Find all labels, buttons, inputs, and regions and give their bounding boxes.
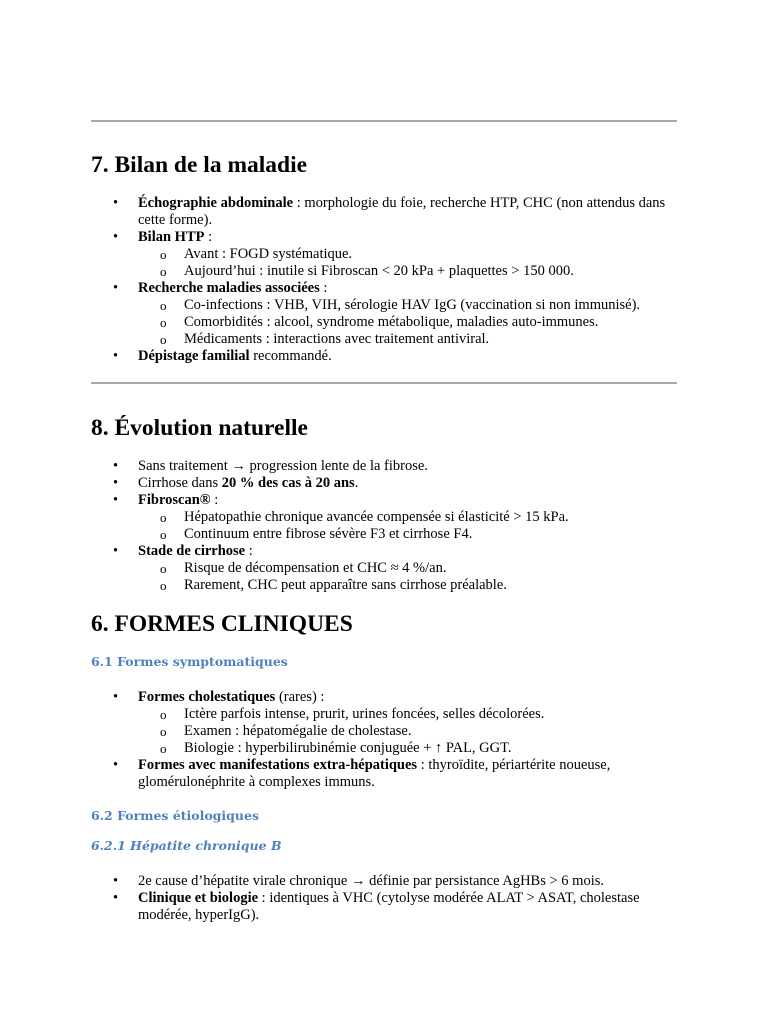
section-7-list [91, 195, 677, 365]
sublist [138, 560, 677, 594]
section-divider [91, 120, 677, 122]
list-item [91, 492, 677, 543]
section-7-heading: 7. Bilan de la maladie [91, 152, 308, 178]
item-text: : [245, 543, 253, 559]
list-item: • 2e cause d’hépatite virale chronique → définie par persistance AgHBs > 6 mois. [91, 873, 677, 890]
section-6-heading: 6. FORMES CLINIQUES [91, 611, 353, 637]
item-bold-label: Formes cholestatiques [138, 689, 276, 705]
sublist-item: o Examen : hépatomégalie de cholestase. [138, 723, 677, 740]
item-text: : identiques à VHC (cytolyse modérée ALAT > ASAT, cholestase modérée, hyperIgG). [138, 890, 640, 923]
item-text: : thyroïdite, périartérite noueuse, glomérulonéphrite à complexes immuns. [138, 757, 611, 790]
section-6-2-1-list [91, 873, 677, 924]
item-text: : [210, 492, 219, 508]
item-bold-label: Clinique et biologie [138, 890, 259, 906]
list-item [91, 475, 677, 492]
list-item [91, 689, 677, 757]
sublist-item: o Continuum entre fibrose sévère F3 et cirrhose F4. [138, 526, 677, 543]
sublist-item: o Hépatopathie chronique avancée compensée si élasticité > 15 kPa. [138, 509, 677, 526]
item-bold-label: Recherche maladies associées [138, 280, 320, 296]
sublist-item: o Avant : FOGD systématique. [138, 246, 677, 263]
item-text: Cirrhose dans [138, 475, 222, 491]
item-bold-label: Fibroscan® [138, 492, 211, 508]
sublist-item: o Co-infections : VHB, VIH, sérologie HAV IgG (vaccination si non immunisé). [138, 297, 677, 314]
sublist [138, 246, 677, 280]
item-text: : [319, 280, 328, 296]
sublist [138, 706, 677, 757]
list-item [91, 280, 677, 348]
list-item [91, 348, 677, 365]
list-item: • Sans traitement → progression lente de la fibrose. [91, 458, 677, 475]
sublist-item: o Ictère parfois intense, prurit, urines foncées, selles décolorées. [138, 706, 677, 723]
item-text: : morphologie du foie, recherche HTP, CHC (non attendus dans cette forme). [138, 195, 666, 228]
item-bold-label: Dépistage familial [138, 348, 250, 364]
item-text: : [204, 229, 213, 245]
item-bold-label: Bilan HTP [138, 229, 205, 245]
sublist-item: o Biologie : hyperbilirubinémie conjuguée + ↑ PAL, GGT. [138, 740, 677, 757]
section-6-1-list [91, 689, 677, 791]
sublist-item: o Médicaments : interactions avec traitement antiviral. [138, 331, 677, 348]
item-text: . [354, 475, 359, 491]
sublist-item: o Aujourd’hui : inutile si Fibroscan < 20 kPa + plaquettes > 150 000. [138, 263, 677, 280]
subsection-6-2-heading: 6.2 Formes étiologiques [91, 808, 259, 823]
section-8-heading: 8. Évolution naturelle [91, 415, 308, 441]
sublist [138, 297, 677, 348]
section-8-list [91, 458, 677, 594]
sublist-item: o Comorbidités : alcool, syndrome métabolique, maladies auto-immunes. [138, 314, 677, 331]
item-bold-label: 20 % des cas à 20 ans [221, 475, 355, 491]
item-bold-label: Échographie abdominale [138, 195, 294, 211]
item-bold-label: Stade de cirrhose [138, 543, 246, 559]
item-text: recommandé. [249, 348, 332, 364]
item-text: (rares) : [275, 689, 325, 705]
list-item [91, 543, 677, 594]
list-item [91, 757, 677, 791]
sublist [138, 509, 677, 543]
subsection-6-1-heading: 6.1 Formes symptomatiques [91, 654, 288, 669]
sublist-item: o Rarement, CHC peut apparaître sans cirrhose préalable. [138, 577, 677, 594]
list-item [91, 195, 677, 229]
section-divider [91, 382, 677, 384]
subsection-6-2-1-heading: 6.2.1 Hépatite chronique B [91, 838, 282, 853]
item-bold-label: Formes avec manifestations extra-hépatiques [138, 757, 418, 773]
sublist-item: o Risque de décompensation et CHC ≈ 4 %/an. [138, 560, 677, 577]
list-item [91, 229, 677, 280]
list-item [91, 890, 677, 924]
